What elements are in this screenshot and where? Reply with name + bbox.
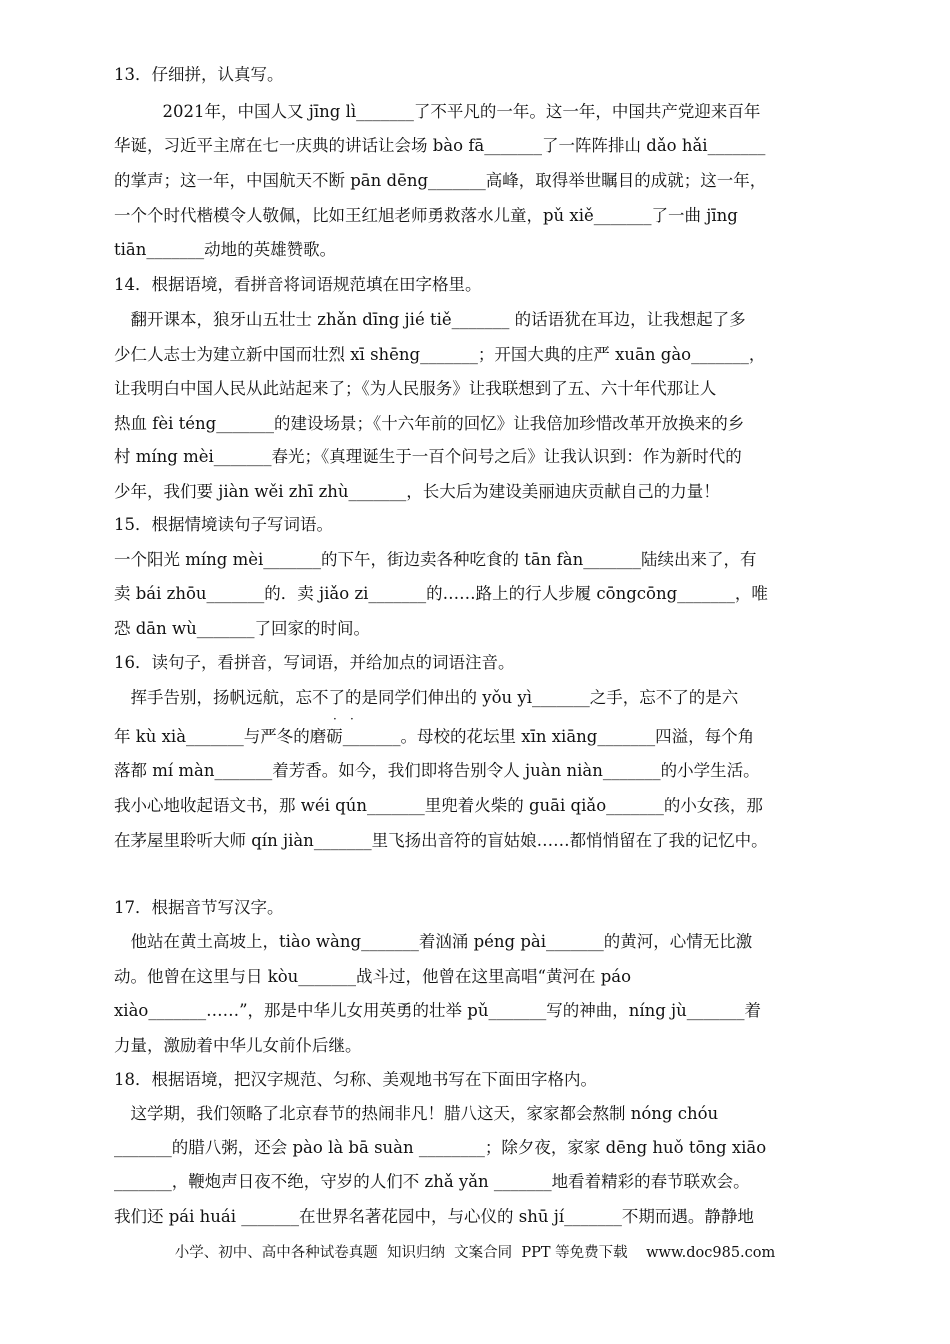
q18-line: _______，鞭炮声日夜不绝，守岁的人们不 zhǎ yǎn _______地看着精彩的春节联欢会。 xyxy=(114,1172,750,1191)
emphasis-dot: · xyxy=(350,712,354,726)
q17-line: 他站在黄土高坡上，tiào wàng_______着汹涌 péng pài_______的黄河，心情无比激 xyxy=(114,932,753,951)
q18-line: _______的腊八粥，还会 pào là bā suàn ________；除夕夜，家家 dēng huǒ tōng xiāo xyxy=(114,1138,767,1157)
q13-line: tiān_______动地的英雄赞歌。 xyxy=(114,240,337,259)
q13-line: 华诞，习近平主席在七一庆典的讲话让会场 bào fā_______了一阵阵排山 dǎo hǎi_______ xyxy=(114,136,766,155)
q17-line: 力量，激励着中华儿女前仆后继。 xyxy=(114,1036,362,1055)
q16-line: 在茅屋里聆听大师 qín jiàn_______里飞扬出音符的盲姑娘……都悄悄留在了我的记忆中。 xyxy=(114,831,768,850)
q13-title: 13．仔细拼，认真写。 xyxy=(114,65,284,84)
q17-line: xiào_______……”，那是中华儿女用英勇的壮举 pǔ_______写的神曲，níng jù_______着 xyxy=(114,1001,762,1020)
q14-line: 翻开课本，狼牙山五壮士 zhǎn dīng jié tiě_______ 的话语犹在耳边，让我想起了多 xyxy=(114,310,746,329)
q15-line: 恐 dān wù_______了回家的时间。 xyxy=(114,619,371,638)
q17-line: 动。他曾在这里与日 kòu_______战斗过，他曾在这里高唱“黄河在 páo xyxy=(114,967,632,986)
q13-line: 的掌声；这一年，中国航天不断 pān dēng_______高峰，取得举世瞩目的成就；这一年， xyxy=(114,171,767,190)
q15-line: 一个阳光 míng mèi_______的下午，街边卖各种吃食的 tān fàn_______陆续出来了，有 xyxy=(114,550,757,569)
q14-line: 村 míng mèi_______春光；《真理诞生于一百个问号之后》让我认识到：作为新时代的 xyxy=(114,447,742,466)
emphasis-dot: · xyxy=(333,712,337,726)
q14-title: 14．根据语境，看拼音将词语规范填在田字格里。 xyxy=(114,275,482,294)
q18-title: 18．根据语境，把汉字规范、匀称、美观地书写在下面田字格内。 xyxy=(114,1070,597,1089)
q16-line: 挥手告别，扬帆远航，忘不了的是同学们伸出的 yǒu yì_______之手，忘不了的是六 xyxy=(114,688,739,707)
q14-line: 少仁人志士为建立新中国而壮烈 xī shēng_______；开国大典的庄严 xuān gào_______， xyxy=(114,345,766,364)
q14-line: 让我明白中国人民从此站起来了；《为人民服务》让我联想到了五、六十年代那让人 xyxy=(114,379,717,398)
q16-line: 年 kù xià_______与严冬的磨砺_______。母校的花坛里 xīn xiāng_______四溢，每个角 xyxy=(114,727,755,746)
q14-line: 热血 fèi téng_______的建设场景；《十六年前的回忆》让我倍加珍惜改革开放换来的乡 xyxy=(114,414,745,433)
q17-title: 17．根据音节写汉字。 xyxy=(114,898,284,917)
q16-line: 我小心地收起语文书，那 wéi qún_______里兜着火柴的 guāi qiǎo_______的小女孩，那 xyxy=(114,796,763,815)
q14-line: 少年，我们要 jiàn wěi zhī zhù_______，长大后为建设美丽迪庆贡献自己的力量！ xyxy=(114,482,720,501)
q15-title: 15．根据情境读句子写词语。 xyxy=(114,515,333,534)
q13-line: 2021年，中国人又 jīng lì_______了不平凡的一年。这一年，中国共产党迎来百年 xyxy=(146,102,761,121)
q13-line: 一个个时代楷模令人敬佩，比如王红旭老师勇救落水儿童，pǔ xiě_______了一曲 jīng xyxy=(114,206,738,225)
q16-title: 16．读句子，看拼音，写词语，并给加点的词语注音。 xyxy=(114,653,515,672)
q18-line: 这学期，我们领略了北京春节的热闹非凡！腊八这天，家家都会熬制 nóng chóu xyxy=(114,1104,719,1123)
q15-line: 卖 bái zhōu_______的．卖 jiǎo zi_______的……路上的行人步履 cōngcōng_______，唯 xyxy=(114,584,768,603)
page-footer: 小学、初中、高中各种试卷真题 知识归纳 文案合同 PPT 等免费下载 www.doc985.com xyxy=(174,1245,776,1261)
q16-line: 落都 mí màn_______着芳香。如今，我们即将告别令人 juàn niàn_______的小学生活。 xyxy=(114,761,760,780)
q18-line: 我们还 pái huái _______在世界名著花园中，与心仪的 shū jí_______不期而遇。静静地 xyxy=(114,1207,754,1226)
